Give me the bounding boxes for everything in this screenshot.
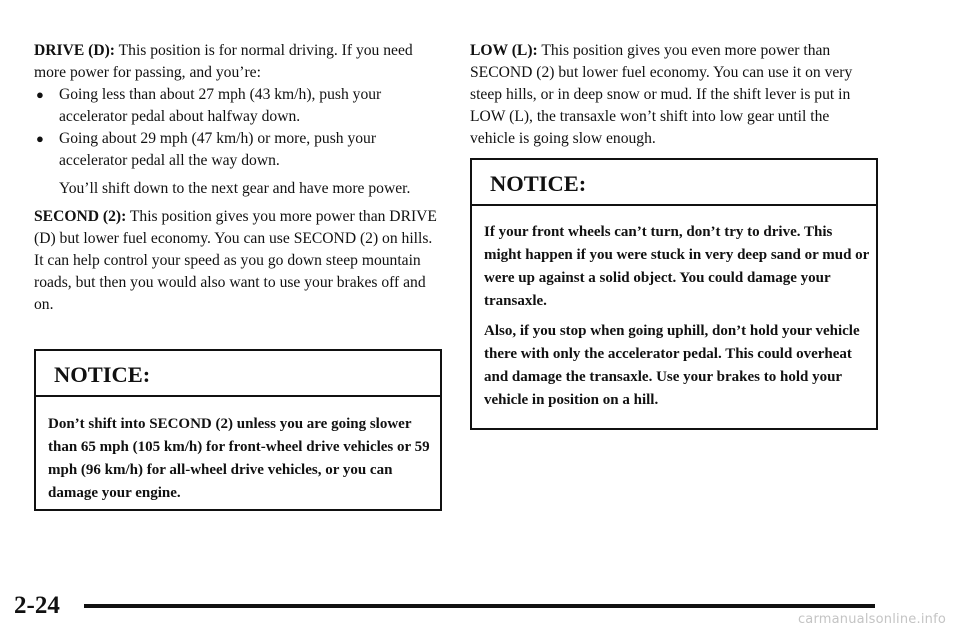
notice-text: Don’t shift into SECOND (2) unless you are going slower than 65 mph (105 km/h) for front‑wheel drive vehicles or 59 mph (96 km/h) for all‑wheel drive vehicles, or you can damage your engine. [48, 416, 430, 501]
list-item [34, 84, 442, 128]
watermark: carmanualsonline.info [797, 612, 946, 627]
left-column [34, 40, 442, 316]
bullet-icon: ● [36, 131, 44, 146]
notice-title: NOTICE: [54, 362, 151, 387]
notice-header [472, 160, 876, 206]
notice-box-second [34, 349, 442, 511]
second-text: This position gives you more power than DRIVE (D) but lower fuel economy. You can use SECOND (2) on hills. It can help control your speed as you go down steep mountain roads, but then you would also want to use your brakes off and on. [34, 208, 437, 313]
followup-paragraph: You’ll shift down to the next gear and have more power. [59, 180, 411, 197]
list-item [34, 128, 442, 172]
drive-text: This position is for normal driving. If you need more power for passing, and you’re: [34, 42, 413, 81]
notice-header [36, 351, 440, 397]
notice-body [484, 221, 870, 419]
second-label: SECOND (2): [34, 208, 127, 225]
notice-paragraph-1: If your front wheels can’t turn, don’t try to drive. This might happen if you were stuck in very deep sand or mud or were up against a solid object. You could damage your transaxle. [484, 224, 870, 309]
bullet-text: Going about 29 mph (47 km/h) or more, push your accelerator pedal all the way down. [59, 130, 377, 169]
notice-paragraph-2: Also, if you stop when going uphill, don’t hold your vehicle there with only the accelerator pedal. This could overheat and damage the transaxle. Use your brakes to hold your vehicle in position on a hill. [484, 323, 860, 408]
bullet-icon: ● [36, 87, 44, 102]
low-text: This position gives you even more power than SECOND (2) but lower fuel economy. You can use it on very steep hills, or in deep snow or mud. If the shift lever is put in LOW (L), the transaxle won’t shift into low gear until the vehicle is going slow enough. [470, 42, 853, 147]
footer-rule [84, 604, 875, 608]
drive-label: DRIVE (D): [34, 42, 115, 59]
bullet-text: Going less than about 27 mph (43 km/h), push your accelerator pedal about halfway down. [59, 86, 382, 125]
notice-title: NOTICE: [490, 171, 587, 196]
drive-paragraph [34, 40, 442, 84]
second-paragraph [34, 206, 442, 316]
low-label: LOW (L): [470, 42, 538, 59]
notice-box-wheels [470, 158, 878, 430]
page-number: 2-24 [14, 592, 60, 619]
notice-body [48, 413, 432, 512]
low-paragraph [470, 40, 878, 150]
right-column [470, 40, 878, 150]
